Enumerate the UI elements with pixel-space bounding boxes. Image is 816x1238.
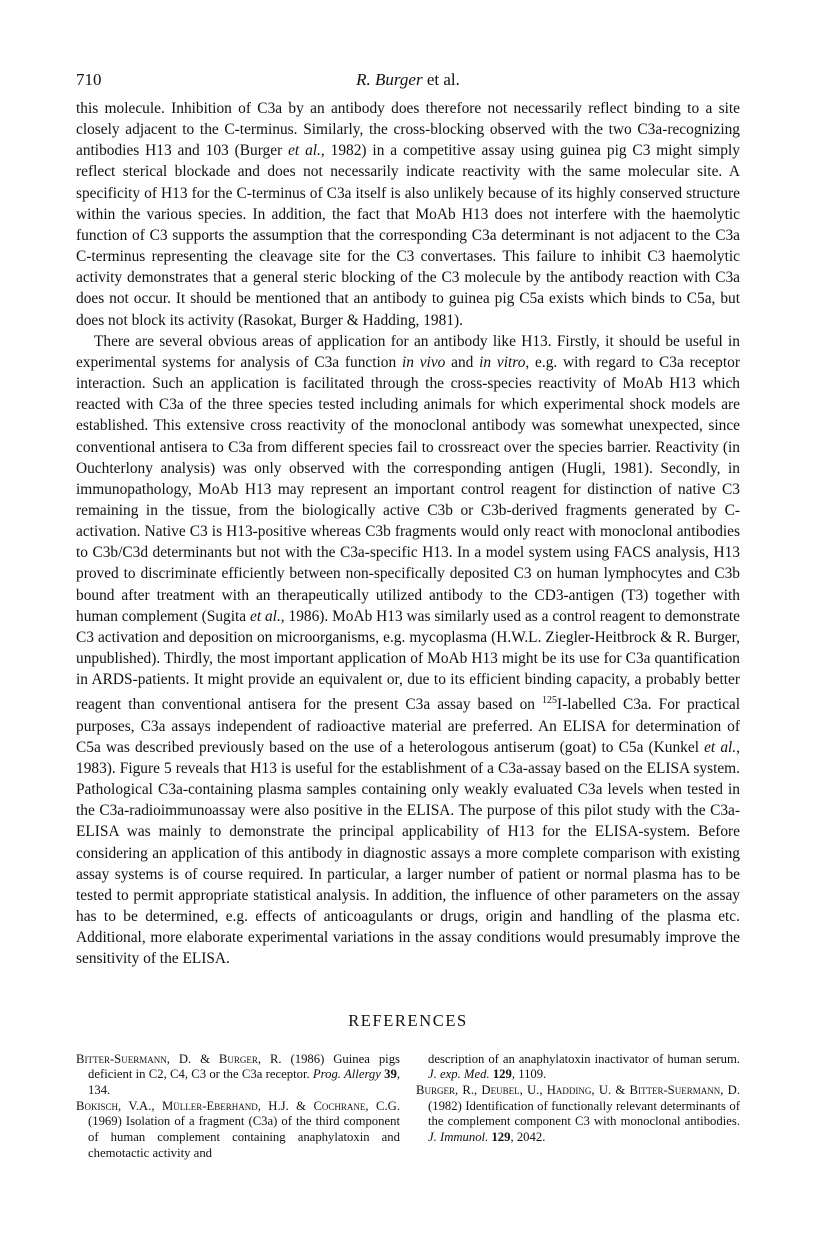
reference-entry: Burger, R., Deubel, U., Hadding, U. & Bitter-Suermann, D. (1982) Identification of functionally relevant determinants of the complement component C3 with monoclonal antibodies. J. Immunol. 129, 2042.	[416, 1082, 740, 1145]
reference-entry: description of an anaphylatoxin inactivator of human serum. J. exp. Med. 129, 1109.	[428, 1051, 740, 1082]
italic-text: Prog. Allergy	[312, 1067, 381, 1082]
reference-column	[416, 1052, 740, 1162]
italic-text: et al.	[250, 607, 281, 625]
italic-text: in vitro	[479, 353, 526, 371]
running-head	[76, 70, 740, 90]
references-list	[76, 1052, 740, 1162]
running-head-etal: et al.	[422, 70, 460, 89]
reference-authors: Burger, R., Deubel, U., Hadding, U. & Bitter-Suermann, D.	[416, 1082, 740, 1097]
superscript: 125	[542, 695, 558, 707]
reference-authors: Bokisch, V.A., Müller-Eberhand, H.J. & Cochrane, C.G.	[76, 1098, 400, 1113]
references-heading: REFERENCES	[348, 1010, 468, 1030]
italic-text: J. Immunol.	[428, 1130, 489, 1145]
volume-number: 129	[492, 1067, 512, 1082]
volume-number: 129	[491, 1130, 511, 1145]
reference-entry: Bitter-Suermann, D. & Burger, R. (1986) Guinea pigs deficient in C2, C4, C3 or the C3a receptor. Prog. Allergy 39, 134.	[76, 1051, 401, 1097]
reference-column	[76, 1052, 400, 1162]
page-number: 710	[76, 70, 102, 89]
italic-text: J. exp. Med.	[428, 1067, 490, 1082]
body-text	[76, 98, 740, 970]
italic-text: et al.	[704, 738, 737, 756]
italic-text: et al.	[288, 142, 321, 160]
italic-text: in vivo	[401, 353, 446, 371]
reference-entry: Bokisch, V.A., Müller-Eberhand, H.J. & Cochrane, C.G. (1969) Isolation of a fragment (C3a) of the third component of human complement containing anaphylatoxin and chemotactic activity and	[76, 1098, 400, 1160]
body-paragraph: this molecule. Inhibition of C3a by an antibody does therefore not necessarily reflect binding to a site closely adjacent to the C-terminus. Similarly, the cross-blocking observed with the two C3a-recognizing antibodies H13 and 103 (Burger et al., 1982) in a competitive assay using guinea pig C3 might simply reflect sterical blockade and does not necessarily indicate reactivity with the same molecular site. A specificity of H13 for the C-terminus of C3a itself is also unlikely because of its highly conserved structure within the various species. In addition, the fact that MoAb H13 does not interfere with the haemolytic function of C3 supports the assumption that the corresponding C3a determinant is not adjacent to the C3a C-terminus representing the cleavage site for the C3 convertases. This failure to inhibit C3 haemolytic activity demonstrates that a general steric blocking of the C3 molecule by the antibody reaction with C3a does not occur. It should be mentioned that an antibody to guinea pig C5a exists which binds to C5a, but does not block its activity (Rasokat, Burger & Hadding, 1981).	[76, 100, 740, 329]
body-paragraph: There are several obvious areas of application for an antibody like H13. Firstly, it should be useful in experimental systems for analysis of C3a function in vivo and in vitro, e.g. with regard to C3a receptor interaction. Such an application is facilitated through the cross-species reactivity of MoAb H13 which reacted with C3a of the three species tested including animals for which experimental shock models are established. This extensive cross reactivity of the monoclonal antibody was somewhat unexpected, since conventional antisera to C3a from different species fail to crossreact over the species barrier. Reactivity (in Ouchterlony analysis) was only observed with the corresponding antigen (Hugli, 1981). Secondly, in immunopathology, MoAb H13 may represent an important control reagent for distinction of native C3 remaining in the tissue, from the biologically active C3b or C3b-derived fragments generated by C-activation. Native C3 is H13-positive whereas C3b fragments would only react with monoclonal antibodies to C3b/C3d determinants but not with the C3a-specific H13. In a model system using FACS analysis, H13 proved to discriminate efficiently between non-specifically deposited C3 on human lymphocytes and C3b bound after treatment with an therapeutically utilized antibody to the CD3-antigen (T3) together with human complement (Sugita et al., 1986). MoAb H13 was similarly used as a control reagent to demonstrate C3 activation and deposition on microorganisms, e.g. mycoplasma (H.W.L. Ziegler-Heitbrock & R. Burger, unpublished). Thirdly, the most important application of MoAb H13 might be its use for C3a quantification in ARDS-patients. It might provide an equivalent or, due to its efficient binding capacity, a probably better reagent than conventional antisera for the present C3a assay based on $^{125}$I-labelled C3a. For practical purposes, C3a assays independent of radioactive material are preferred. An ELISA for determination of C5a was described previously based on the use of a heterologous antiserum (goat) to C5a (Kunkel et al., 1983). Figure 5 reveals that H13 is useful for the establishment of a C3a-assay based on the ELISA system. Pathological C3a-containing plasma samples containing only weakly evaluated C3a levels when tested in the C3a-radioimmunoassay were also positive in the ELISA. The purpose of this pilot study with the C3a-ELISA was mainly to demonstrate the principal applicability of H13 for the ELISA-system. Before considering an application of this antibody in diagnostic assays a more complete comparison with existing assay systems is of course required. In particular, a larger number of patient or normal plasma has to be tested to permit appropriate statistical analysis. In addition, the influence of other parameters on the assay has to be determined, e.g. effects of anticoagulants or drugs, origin and handling of the plasma etc. Additional, more elaborate experimental variations in the assay conditions would presumably improve the sensitivity of the ELISA.	[76, 332, 741, 968]
running-head-authors: R. Burger	[356, 70, 423, 89]
journal-page	[76, 70, 740, 1161]
reference-authors: Bitter-Suermann, D. & Burger, R.	[76, 1051, 282, 1066]
volume-number: 39	[384, 1067, 397, 1082]
page-header	[76, 70, 740, 98]
